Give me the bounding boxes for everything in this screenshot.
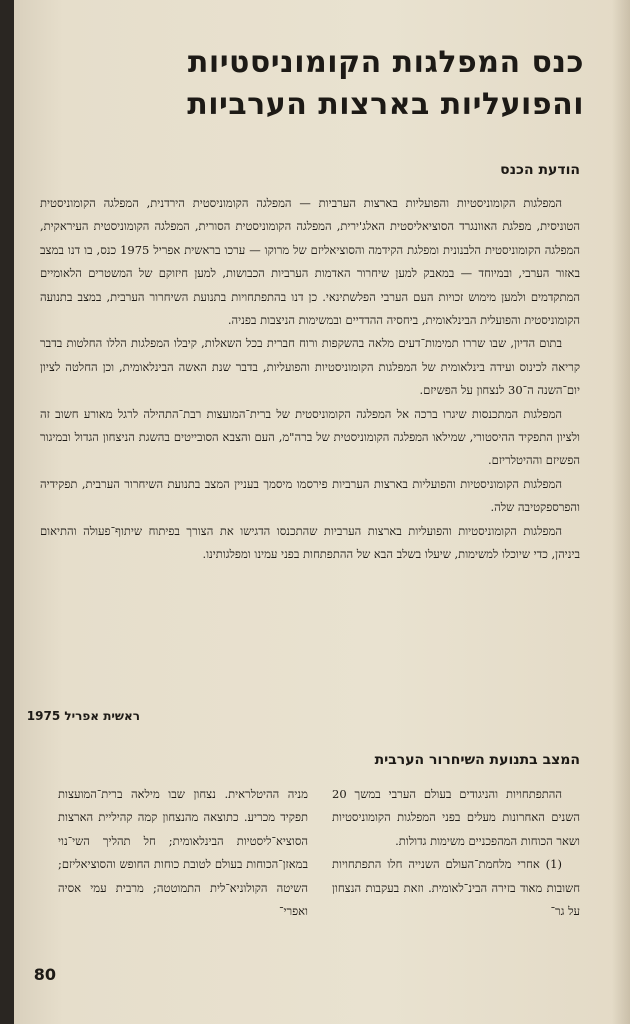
notice-paragraph: המפלגות המתכנסות שיגרו ברכה אל המפלגה הקומוניסטית של ברית־המועצות רבת־התהילה לרגל מאורע חשוב זה ולציון התפקיד ההיסטורי, שמילאו המפלגה הקומוניסטית של ברה"מ, העם והצבא הסובייטים בהשגת הניצחון הגדול ובמיגור הפשיזם וההיטלריזם. xyxy=(40,406,580,468)
notice-date: ראשית אפריל 1975 xyxy=(26,709,140,723)
notice-paragraph: המפלגות הקומוניסטיות והפועליות בארצות הערביות — המפלגה הקומוניסטית הירדנית, המפלגה הקומוניסטית הטוניסית, מפלגת האוונגרד הסוציאליסטית האלג'ירית, המפלגה הקומוניסטית הסורית, המפלגה הקומוניסטית העיראקית, המפלגה הקומוניסטית הלבנונית ומפלגת הקידמה והסוציאליזם של מרוקו — ערכו בראשית אפריל 1975 כנס, בו דנו במצב באזור הערבי, ובמיוחד — במאבק למען שיחרור האדמות הערביות הכבושות, למען חיזוקם של המשטרים הלאומיים המתקדמים ולמען מימוש זכויות העם הערבי הפלשתינאי. כן דנו בהתפתחויות בתנועת השיחרור הערבית, במצב בתנועה הקומוניסטית והפועלית הבינלאומית, ביחסיה ההדדיים ובמשימות הניצבות בפניה. xyxy=(40,196,580,328)
page-edge-shadow xyxy=(612,0,630,1024)
document-page xyxy=(14,0,630,1024)
section-column-right xyxy=(332,783,580,923)
notice-paragraph: המפלגות הקומוניסטיות והפועליות בארצות הערביות פירסמו מיסמך בעניין המצב בתנועת השיחרור הערבית, תפקידיה והפרספקטיבה שלה. xyxy=(40,476,580,515)
page-number: 80 xyxy=(33,965,56,984)
article-title-line-2: והפועליות בארצות הערביות xyxy=(187,87,584,122)
notice-body xyxy=(40,192,580,567)
section-column-left xyxy=(58,783,308,923)
notice-paragraph: המפלגות הקומוניסטיות והפועליות בארצות הערביות שהתכנסו הדגישו את הצורך בפיתוח שיתוף־פעולה והתיאום ביניהן, כדי שיוכלו למשימות, שיעלו בשלב הבא של ההתפתחות בפני עמינו ומפלגותינו. xyxy=(40,523,580,562)
section-heading: המצב בתנועת השיחרור הערבית xyxy=(374,752,580,768)
section-paragraph: (1) אחרי מלחמת־העולם השנייה חלו התפתחויות חשובות מאוד בזירה הבינ־לאומית. וזאת בעקבות הנצחון על גר־ xyxy=(332,857,580,919)
article-title-line-1: כנס המפלגות הקומוניסטיות xyxy=(187,45,584,80)
article-title xyxy=(64,42,584,126)
notice-paragraph: בתום הדיון, שבו שררו תמימות־דעים מלאה בהשקפות ורוח חברית בכל השאלות, קיבלו המפלגות הללו החלטות בדבר קריאה לכינוס ועידה בינלאומית של המפלגות הקומוניסטיות והפועליות, בדבר שנת האשה הבינלאומית, וכן החלטה לציון יום־השנה ה־30 לנצחון על הפשיזם. xyxy=(40,336,580,398)
section-paragraph: ההתפתחויות והניגודים בעולם הערבי במשך 20 השנים האחרונות מעלים בפני המפלגות הקומוניסטיות ושאר הכוחות המהפכניים משימות גדולות. xyxy=(332,787,580,848)
section-paragraph: מניה ההיטלראית. נצחון שבו מילאה ברית־המועצות תפקיד מכריע. כתוצאה מהנצחון קמה קהיליית הארצות הסוציא־ליסטיות הבינלאומית; חל תהליך השי־נוי במאזן־הכוחות בעולם לטובת כוחות החופש והסוציאליזם; השיטה הקולוניא־לית התמוטטה; מרבית עמי אסיה ואפרי־ xyxy=(58,787,308,919)
notice-heading: הודעת הכנס xyxy=(500,162,580,178)
